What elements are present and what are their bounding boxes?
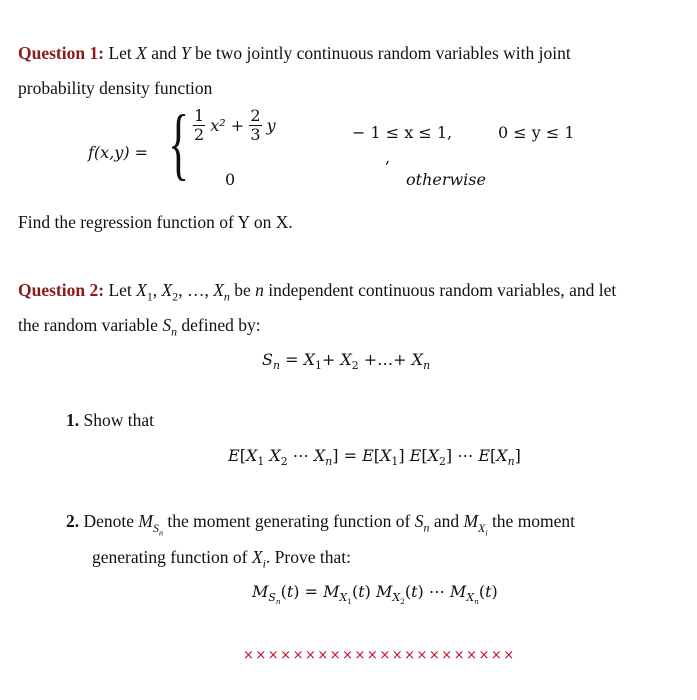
density-lhs: f(x,y) = xyxy=(88,143,149,162)
item2-number: 2. xyxy=(66,511,80,531)
item1 xyxy=(66,410,154,431)
case1-condition-y: 0 ≤ y ≤ 1 xyxy=(498,123,575,142)
q2-label: Question 2: xyxy=(18,280,105,300)
q1-line1 xyxy=(18,43,571,64)
q1-line2: probability density function xyxy=(18,78,213,98)
density-case1-expr xyxy=(193,108,276,143)
q2-line2: the random variable $S_n$ defined by: xyxy=(18,315,261,339)
case2-value: 0 xyxy=(225,170,236,189)
q1-label: Question 1: xyxy=(18,43,105,63)
fraction-one-half: $\frac{1}{2}$ xyxy=(194,106,205,144)
n-variable: n xyxy=(255,280,264,300)
item1-number: 1. xyxy=(66,410,80,430)
item2-line2: generating function of $X_i$. Prove that: xyxy=(92,547,351,571)
case1-condition-x: − 1 ≤ x ≤ 1, xyxy=(352,123,453,142)
q1-find-text: Find the regression function of Y on X. xyxy=(18,212,293,232)
y-term: y xyxy=(266,116,276,135)
fraction-two-thirds: $\frac{2}{3}$ xyxy=(250,106,261,144)
item2-line1: 2. Denote $M_{S_n}$ the moment generating function of $S_n$ and $M_{X_i}$ the moment xyxy=(66,511,576,537)
sum-equation: $S_n = X_1+ X_2$ +…+ $X_n$ xyxy=(262,350,431,373)
star-divider: ×××××××××××××××××××××× xyxy=(243,648,516,663)
left-brace: { xyxy=(168,100,190,188)
x-squared-term: x² + xyxy=(210,116,245,135)
case-comma: , xyxy=(385,148,391,167)
q2-intro-rest: independent continuous random variables, and let xyxy=(263,280,617,300)
expectation-equation: $E[X_1$ $X_2$ ⋯ $X_n] = E[X_1]$ $E[X_2]$ ⋯ $E[X_n]$ xyxy=(228,446,521,469)
item1-text: Show that xyxy=(83,410,154,430)
mgf-equation: $M_{S_n}(t) = M_{X_1}(t)$ $M_{X_2}(t)$ ⋯ $M_{X_n}(t)$ xyxy=(252,582,498,607)
q2-line1: Question 2: Let $X_1$, $X_2$, …, $X_n$ be n independent continuous random variables, and let xyxy=(18,280,617,304)
q1-intro-text: Let X and Y be two jointly continuous random variables with joint xyxy=(104,43,571,63)
case2-condition: otherwise xyxy=(406,170,486,189)
